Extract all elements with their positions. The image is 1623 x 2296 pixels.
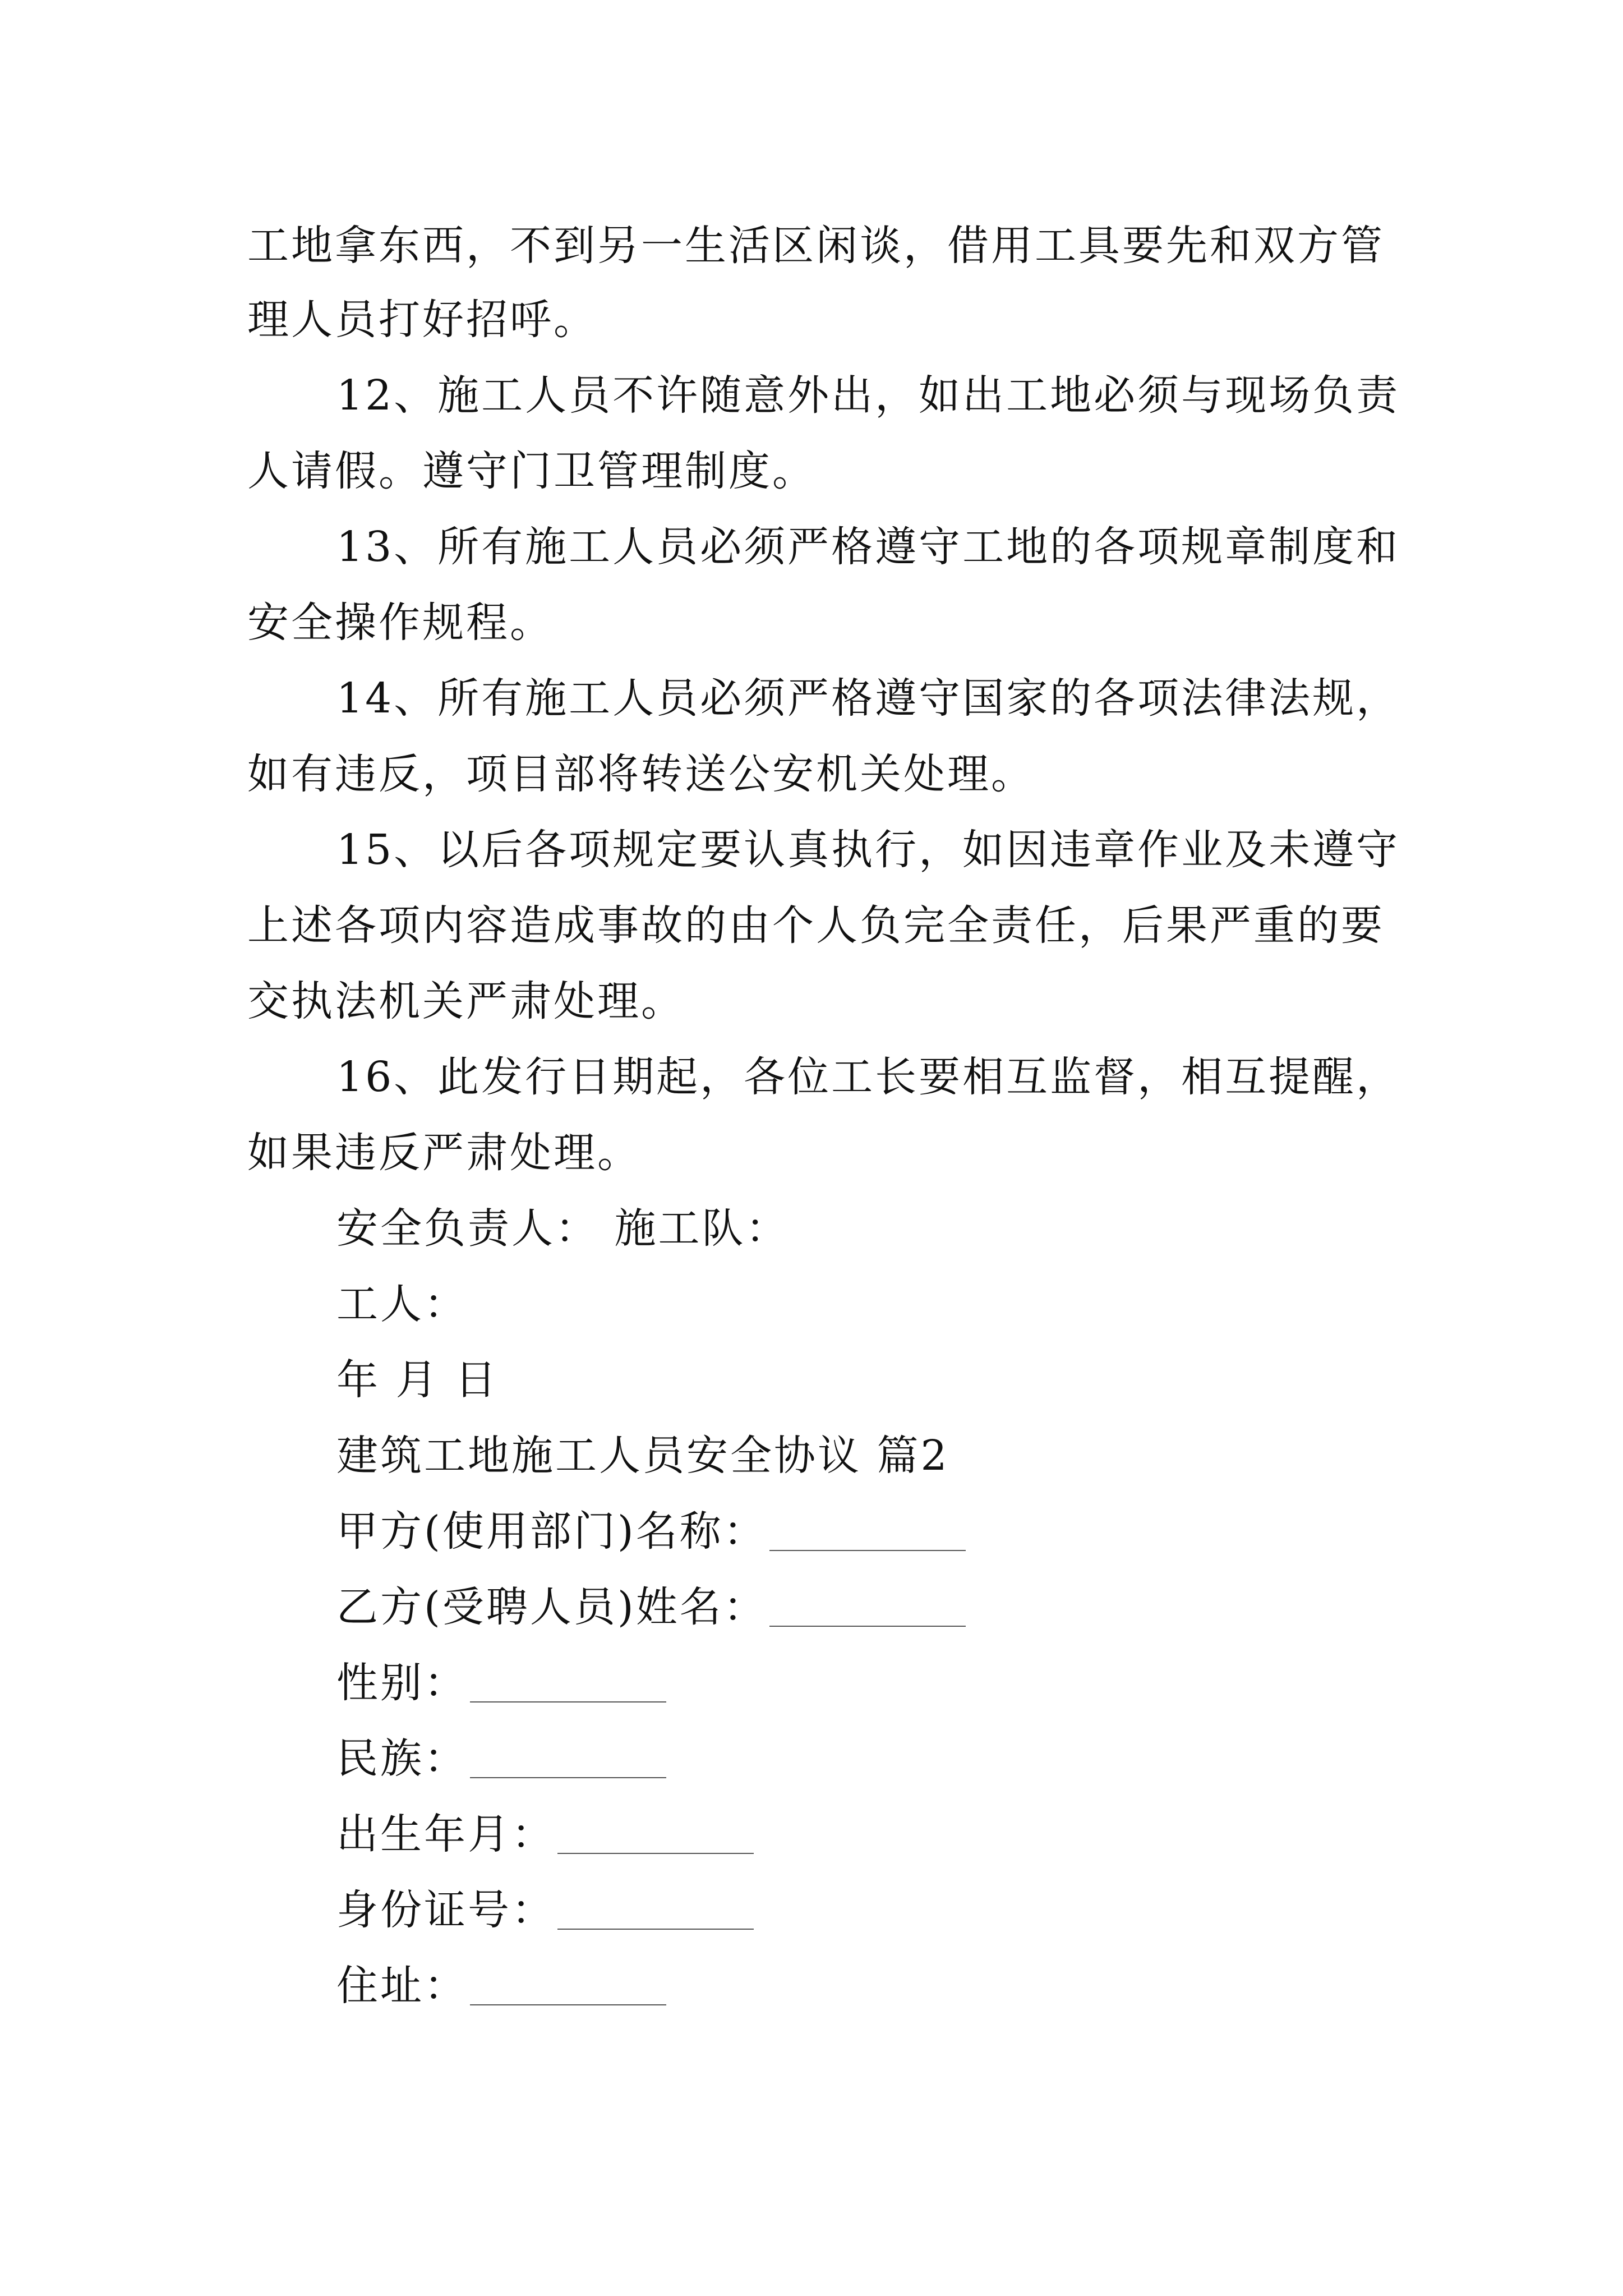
- form-field-label: 身份证号：: [336, 1886, 555, 1934]
- signature-safety-and-team: 安全负责人： 施工队：: [336, 1204, 790, 1253]
- paragraph-16-line-2: 如果违反严肃处理。: [247, 1129, 641, 1177]
- fill-in-blank: [470, 2004, 666, 2005]
- fill-in-blank: [557, 1929, 754, 1930]
- signature-worker: 工人：: [336, 1280, 468, 1328]
- fill-in-blank: [769, 1550, 966, 1551]
- paragraph-13-line-1: 13、所有施工人员必须严格遵守工地的各项规章制度和: [336, 523, 1400, 571]
- paragraph-12-line-2: 人请假。遵守门卫管理制度。: [247, 447, 816, 495]
- form-field-label: 出生年月：: [336, 1810, 555, 1858]
- paragraph-16-line-1: 16、此发行日期起，各位工长要相互监督，相互提醒，: [336, 1053, 1400, 1101]
- form-field-address: [336, 1958, 666, 2014]
- form-field-gender: [336, 1655, 666, 1711]
- section-title: 建筑工地施工人员安全协议 篇2: [336, 1432, 949, 1480]
- fill-in-blank: [557, 1853, 754, 1854]
- fill-in-blank: [470, 1777, 666, 1778]
- paragraph-11-line-3: 理人员打好招呼。: [247, 296, 597, 344]
- form-field-label: 乙方(受聘人员)姓名：: [336, 1583, 767, 1631]
- paragraph-14-line-1: 14、所有施工人员必须严格遵守国家的各项法律法规，: [336, 674, 1400, 723]
- form-field-party-b: [336, 1579, 966, 1635]
- form-field-party-a: [336, 1503, 966, 1559]
- paragraph-15-line-2: 上述各项内容造成事故的由个人负完全责任，后果严重的要: [247, 901, 1385, 950]
- paragraph-14-line-2: 如有违反，项目部将转送公安机关处理。: [247, 750, 1035, 798]
- form-field-birth-date: [336, 1806, 754, 1862]
- paragraph-12-line-1: 12、施工人员不许随意外出，如出工地必须与现场负责: [336, 371, 1400, 420]
- form-field-label: 性别：: [336, 1659, 468, 1707]
- form-field-label: 甲方(使用部门)名称：: [336, 1507, 767, 1556]
- paragraph-13-line-2: 安全操作规程。: [247, 599, 554, 647]
- fill-in-blank: [470, 1701, 666, 1703]
- signature-date: 年 月 日: [336, 1356, 499, 1404]
- fill-in-blank: [769, 1626, 966, 1627]
- paragraph-11-line-2: 工地拿东西，不到另一生活区闲谈，借用工具要先和双方管: [247, 222, 1385, 270]
- form-field-ethnicity: [336, 1731, 666, 1787]
- paragraph-15-line-3: 交执法机关严肃处理。: [247, 977, 685, 1025]
- form-field-label: 住址：: [336, 1962, 468, 2010]
- form-field-id-number: [336, 1882, 754, 1938]
- form-field-label: 民族：: [336, 1734, 468, 1783]
- paragraph-15-line-1: 15、以后各项规定要认真执行，如因违章作业及未遵守: [336, 826, 1400, 874]
